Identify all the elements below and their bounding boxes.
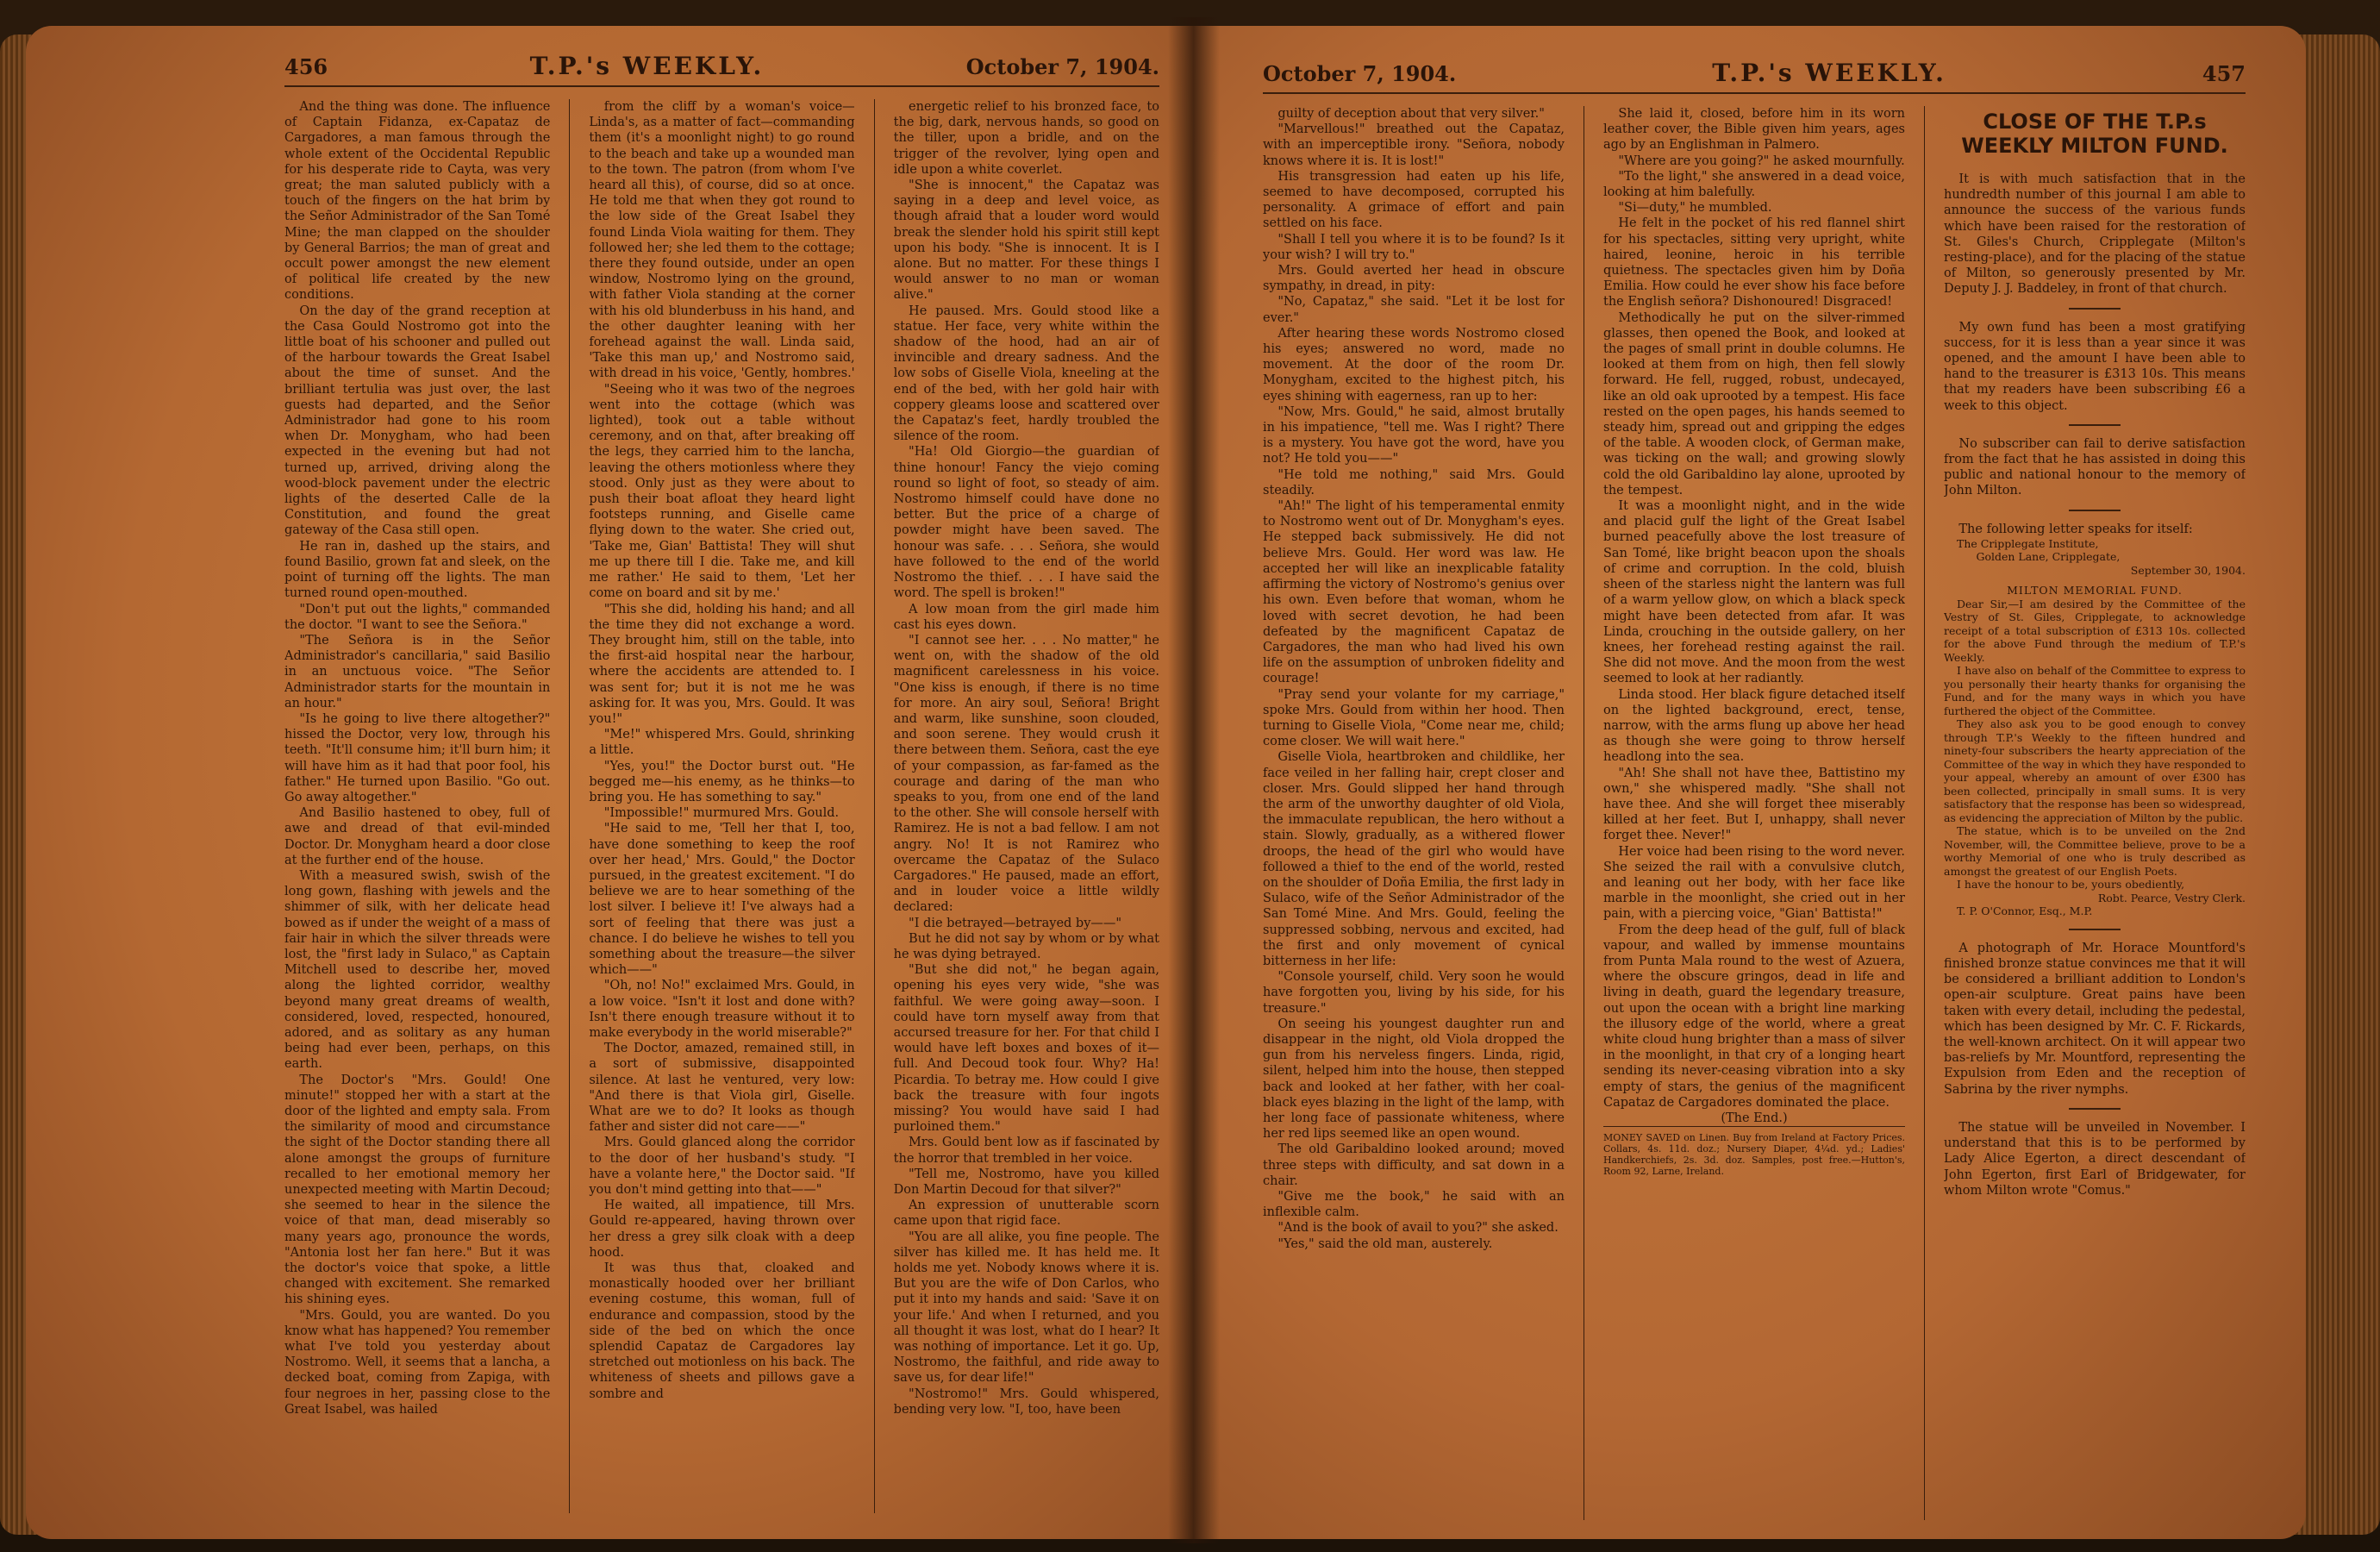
paragraph: His transgression had eaten up his life, seemed to have decomposed, corrupted his personality. A grimace of effort and pain settled on his face. — [1263, 169, 1565, 231]
fund-title: CLOSE OF THE T.P.s WEEKLY MILTON FUND. — [1961, 110, 2228, 158]
paragraph: With a measured swish, swish of the long gown, flashing with jewels and the shimmer of silk, with her delicate head bowed as if under the weight of a mass of fair hair in which the silver threads were lost, the "first lady in Sulaco," as Captain Mitchell used to describe her, moved along the lighted corridor, wealthy beyond many great dreams of wealth, considered, loved, respected, honoured, adored, and as solitary as any human being had ever been, perhaps, on this earth. — [284, 868, 551, 1072]
divider — [2069, 1108, 2121, 1110]
paragraph: After hearing these words Nostromo closed his eyes; answered no word, made no movement. At the door of the room Dr. Monygham, excited to the highest pitch, his eyes shining with eagerness, ran up to her: — [1263, 326, 1565, 404]
paragraph: On the day of the grand reception at the Casa Gould Nostromo got into the little boat of his schooner and pulled out of the harbour towards the Great Isabel about the time of sunset. And the brilliant tertulia was just over, the last guests had departed, and the Señor Administrador had gone to his room when Dr. Monygham, who had been expected in the evening but had not turned up, arrived, driving along the wood-block pavement under the electric lights of the deserted Calle de la Constitution, and found the great gateway of the Casa still open. — [284, 304, 551, 538]
left-page — [26, 26, 1194, 1539]
paragraph: A low moan from the girl made him cast his eyes down. — [893, 602, 1159, 632]
paragraph: "But she did not," he began again, opening his eyes very wide, "she was faithful. We were going away—soon. I could have torn myself away from that accursed treasure for her. For that child I would have left boxes and boxes of it—full. And Decoud took four. Why? Ha! Picardia. To betray me. How could I give back the treasure with four ingots missing? You would have said I had purloined them." — [893, 963, 1159, 1135]
paragraph: "This she did, holding his hand; and all the time they did not exchange a word. They brought him, still on the table, into the first-aid hospital near the harbour, where the accidents are attended to. I was sent for; but it is not me he was asking for. It was you, Mrs. Gould. It was you!" — [589, 602, 855, 726]
divider — [2069, 424, 2121, 426]
divider — [2069, 308, 2121, 310]
page-header — [284, 52, 1159, 87]
issue-date: October 7, 1904. — [965, 54, 1159, 79]
paragraph: He ran in, dashed up the stairs, and found Basilio, grown fat and sleek, on the point of turning off the lights. The man turned round open-mouthed. — [284, 539, 551, 601]
divider — [2069, 510, 2121, 511]
paragraph: He paused. Mrs. Gould stood like a statue. Her face, very white within the shadow of the hood, had an air of invincible and dreary sadness. And the low sobs of Giselle Viola, kneeling at the end of the bed, with her gold hair with coppery gleams loose and scattered over the Capataz's feet, hardly troubled the silence of the room. — [893, 304, 1159, 444]
letter-closing: I have the honour to be, yours obediently, — [1957, 878, 2185, 892]
story-conclusion — [1603, 106, 1905, 1111]
letter-address: Golden Lane, Cripplegate, — [1976, 550, 2121, 564]
letter-address: The Cripplegate Institute, — [1957, 536, 2099, 550]
column-rule — [569, 99, 570, 1513]
column-rule — [1924, 106, 1925, 1520]
letter-paragraph: I have also on behalf of the Committee to express to you personally their hearty thanks for organising the Fund, and for the many ways in which you have furthered the object of the Committee. — [1944, 664, 2246, 717]
divider — [2069, 929, 2121, 930]
paragraph: "Si—duty," he mumbled. — [1618, 201, 1772, 216]
paragraph: "She is innocent," the Capataz was saying in a deep and level voice, as though afraid that a louder word would break the slender hold his spirit still kept upon his body. "She is innocent. It is I alone. But no matter. For these things I would answer to no man or woman alive." — [893, 178, 1159, 303]
paragraph: "And is the book of avail to you?" she asked. — [1277, 1221, 1559, 1236]
paragraph: "Nostromo!" Mrs. Gould whispered, bending very low. "I, too, have been — [893, 1386, 1159, 1417]
paragraph: "To the light," she answered in a dead voice, looking at him balefully. — [1603, 169, 1905, 200]
paragraph: "Yes," said the old man, austerely. — [1277, 1236, 1493, 1251]
advertisement: MONEY SAVED on Linen. Buy from Ireland at Factory Prices. Collars, 4s. 11d. doz.; Nursery Diaper, 4¼d. yd.; Ladies' Handkerchiefs, 2s. 3d. doz. Samples, post free.—Hutton's, Room 92, Larne, Ireland. — [1603, 1126, 1905, 1177]
text-column-1 — [284, 99, 550, 1513]
paragraph: "Yes, you!" the Doctor burst out. "He begged me—his enemy, as he thinks—to bring you. He has something to say." — [589, 759, 855, 804]
paragraph: "Impossible!" murmured Mrs. Gould. — [603, 806, 840, 821]
paragraph: "Ha! Old Giorgio—the guardian of thine honour! Fancy the viejo coming round so light of foot, so steady of aim. Nostromo himself could have done no better. But the price of a charge of powder might have been saved. The honour was safe. . . . Señora, she would have followed to the end of the world Nostromo the thief. . . . I have said the word. The spell is broken!" — [893, 445, 1159, 601]
page-number: 456 — [284, 54, 328, 79]
paragraph: energetic relief to his bronzed face, to the big, dark, nervous hands, so good on the tiller, upon a bridle, and on the trigger of the revolver, lying open and idle upon a white coverlet. — [893, 100, 1159, 177]
paragraph: "Pray send your volante for my carriage," spoke Mrs. Gould from within her hood. Then turning to Giselle Viola, "Come near me, child; come closer. We will wait here." — [1263, 687, 1565, 749]
letter-paragraph: The statue, which is to be unveiled on the 2nd November, will, the Committee believe, prove to be a worthy Memorial of one who is truly described as amongst the greatest of our English Poets. — [1944, 824, 2246, 878]
fund-paragraph: The following letter speaks for itself: — [1958, 522, 2193, 536]
right-page — [1194, 26, 2306, 1539]
fund-paragraph: No subscriber can fail to derive satisfaction from the fact that he has assisted in doing this public and national honour to the memory of John Milton. — [1944, 436, 2246, 498]
paragraph: It was a moonlight night, and in the wide and placid gulf the light of the Great Isabel burned peacefully above the lost treasure of San Tomé, like bright beacon upon the shoals of crime and corruption. In the cold, bluish sheen of the starless night the lantern was full of a warm yellow glow, on which a black speck might have been detected from afar. It was Linda, crouching in the outside gallery, on her knees, her forehead resting against the rail. She did not move. And the moon from the west seemed to look at her radiantly. — [1603, 499, 1905, 686]
paragraph: "Don't put out the lights," commanded the doctor. "I want to see the Señora." — [284, 602, 551, 632]
paragraph: "Shall I tell you where it is to be found? Is it your wish? I will try to." — [1263, 232, 1565, 262]
paragraph: "Me!" whispered Mrs. Gould, shrinking a little. — [589, 728, 855, 758]
text-column-3 — [894, 99, 1159, 1513]
letter-signature: Robt. Pearce, Vestry Clerk. — [2097, 891, 2246, 904]
page-number: 457 — [2202, 61, 2246, 86]
book-edge-right — [2293, 34, 2380, 1535]
paragraph: Linda stood. Her black figure detached itself on the lighted background, erect, tense, narrow, with the arms flung up above her head as though she were going to throw herself headlong into the sea. — [1603, 687, 1905, 765]
paragraph: Methodically he put on the silver-rimmed glasses, then opened the Book, and looked at the pages of small print in double columns. He looked at them from on high, then fell slowly forward. He fell, rugged, robust, undecayed, like an old oak uprooted by a tempest. His face rested on the open pages, his hands seemed to steady him, spread out and gripping the edges of the table. A wooden clock, of German make, was ticking on the wall; and growing slowly cold the old Garibaldino lay alone, uprooted by the tempest. — [1603, 310, 1905, 498]
letter-addressee: T. P. O'Connor, Esq., M.P. — [1957, 904, 2093, 918]
column-rule — [874, 99, 875, 1513]
masthead: T.P.'s WEEKLY. — [529, 52, 765, 80]
issue-date: October 7, 1904. — [1263, 61, 1457, 86]
paragraph: He felt in the pocket of his red flannel shirt for his spectacles, sitting very upright, white haired, leonine, heroic in his terrible quietness. The spectacles given him by Doña Emilia. How could he ever show his face before the English señora? Dishonoured! Disgraced! — [1603, 216, 1905, 310]
letter-heading: MILTON MEMORIAL FUND. — [2007, 584, 2183, 598]
text-column-1 — [1263, 106, 1565, 1520]
paragraph: "Ah! She shall not have thee, Battistino my own," she whispered madly. "She shall not have thee. And she will forget thee miserably killed at her feet. But I, unhappy, shall never forget thee. Never!" — [1603, 766, 1905, 843]
letter-paragraph: They also ask you to be good enough to convey through T.P.'s Weekly to the fifteen hundred and ninety-four subscribers the hearty appreciation of the Committee of the way in which they have responded to your appeal, whereby an amount of over £300 has been collected, principally in small sums. It is very satisfactory that the response has been so widespread, as evidencing the appreciation of Milton by the public. — [1944, 717, 2246, 824]
paragraph: From the deep head of the gulf, full of black vapour, and walled by immense mountains from Punta Mala round to the west of Azuera, where the obscure gringos, dead in life and living in death, guard the legendary treasure, out upon the ocean with a bright line marking the illusory edge of the world, where a great white cloud hung brighter than a mass of silver in the moonlight, in that cry of a longing heart sending its never-ceasing vibration into a sky empty of stars, the genius of the magnificent Capataz de Cargadores dominated the place. — [1603, 923, 1905, 1110]
paragraph: guilty of deception about that very silver." — [1277, 107, 1545, 121]
paragraph: "I cannot see her. . . . No matter," he went on, with the shadow of the old magnificent carelessness in his voice. "One kiss is enough, if there is no time for more. An airy soul, Señora! Bright and warm, like sunshine, soon clouded, and soon serene. They would crush it there between them. Señora, cast the eye of your compassion, as far-famed as the courage and daring of the man who speaks to you, from one end of the land to the other. She will console herself with Ramirez. He is not a bad fellow. I am not angry. No! It is not Ramirez who overcame the Capataz of the Sulaco Cargadores." He paused, made an effort, and in louder voice a little wildly declared: — [893, 633, 1159, 915]
paragraph: "Give me the book," he said with an inflexible calm. — [1263, 1190, 1565, 1220]
paragraph: "Marvellous!" breathed out the Capataz, with an imperceptible irony. "Señora, nobody knows where it is. It is lost!" — [1263, 122, 1565, 168]
paragraph: And the thing was done. The influence of Captain Fidanza, ex-Capataz de Cargadores, a man famous through the whole extent of the Occidental Republic for his desperate ride to Cayta, was very great; the man saluted publicly with a touch of the fingers on the hat brim by the Señor Administrador of the San Tomé Mine; the man clapped on the shoulder by General Barrios; the man of great and occult power amongst the new element of political life created by the new conditions. — [284, 100, 551, 303]
fund-paragraph: My own fund has been a most gratifying success, for it is less than a year since it was opened, and the amount I have been able to hand to the treasurer is £313 10s. This means that my readers have been subscribing £6 a week to this object. — [1944, 320, 2246, 413]
page-header — [1263, 59, 2246, 94]
paragraph: But he did not say by whom or by what he was dying betrayed. — [893, 931, 1159, 961]
fund-paragraph: It is with much satisfaction that in the hundredth number of this journal I am able to announce the success of the various funds which have been raised for the restoration of St. Giles's Church, Cripplegate (Milton's resting-place), and for the placing of the statue of Milton, so generously presented by Mr. Deputy J. J. Baddeley, in front of that church. — [1944, 172, 2246, 297]
paragraph: And Basilio hastened to obey, full of awe and dread of that evil-minded Doctor. Dr. Monygham heard a door close at the further end of the house. — [284, 806, 551, 867]
end-mark: (The End.) — [1721, 1111, 1788, 1125]
paragraph: "He said to me, 'Tell her that I, too, have done something to keep the roof over her head,' Mrs. Gould," the Doctor pursued, in the greatest excitement. "I do believe we are to hear something of the lost silver. I believe it! I've always had a sort of feeling that there was just a chance. I do believe he wishes to tell you something about the treasure—the silver which——" — [589, 822, 855, 978]
paragraph: "You are all alike, you fine people. The silver has killed me. It has held me. It holds me yet. Nobody knows where it is. But you are the wife of Don Carlos, who put it into my hands and said: 'Save it on your life.' And when I returned, and you all thought it was lost, what do I hear? It was nothing of importance. Let it go. Up, Nostromo, the faithful, and ride away to save us, for dear life!" — [893, 1230, 1159, 1386]
paragraph: "Now, Mrs. Gould," he said, almost brutally in his impatience, "tell me. Was I right? There is a mystery. You have got the word, have you not? He told you——" — [1263, 404, 1565, 466]
paragraph: "Seeing who it was two of the negroes went into the cottage (which was lighted), took out a table without ceremony, and on that, after breaking off the legs, they carried him to the lancha, leaving the others motionless where they stood. Only just as they were about to push their boat afloat they heard light footsteps running, and Giselle came flying down to the water. She cried out, 'Take me, Gian' Battista! They will shut me up there till I die. Take me, and kill me rather.' He said to them, 'Let her come on board and sit by me.' — [589, 382, 855, 601]
paragraph: "Oh, no! No!" exclaimed Mrs. Gould, in a low voice. "Isn't it lost and done with? Isn't there enough treasure without it to make everybody in the world miserable?" — [589, 979, 855, 1040]
text-column-2 — [1603, 106, 1905, 1520]
fund-paragraph: The statue will be unveiled in November. I understand that this is to be performed by Lady Alice Egerton, a direct descendant of John Egerton, first Earl of Bridgewater, for whom Milton wrote "Comus." — [1944, 1120, 2246, 1198]
paragraph: "Is he going to live there altogether?" hissed the Doctor, very low, through his teeth. "It'll consume him; it'll burn him; it will have him as it had that poor fool, his father." He turned upon Basilio. "Go out. Go away altogether." — [284, 711, 551, 804]
paragraph: She laid it, closed, before him in its worn leather cover, the Bible given him years, ages ago by an Englishman in Palmero. — [1603, 107, 1905, 153]
fund-paragraph: A photograph of Mr. Horace Mountford's finished bronze statue convinces me that it will be considered a brilliant addition to London's open-air sculpture. Great pains have been taken with every detail, including the pedestal, which has been designed by Mr. C. F. Rickards, the well-known architect. On it will appear two bas-reliefs by Mr. Mountford, representing the Expulsion from Eden and the reception of Sabrina by the river nymphs. — [1944, 941, 2246, 1097]
paragraph: "Mrs. Gould, you are wanted. Do you know what has happened? You remember what I've told you yesterday about Nostromo. Well, it seems that a lancha, a decked boat, coming from Zapiga, with four negroes in her, passing close to the Great Isabel, was hailed — [284, 1308, 551, 1417]
paragraph: Mrs. Gould bent low as if fascinated by the horror that trembled in her voice. — [893, 1136, 1159, 1166]
paragraph: The old Garibaldino looked around; moved three steps with difficulty, and sat down in a chair. — [1263, 1142, 1565, 1188]
letter-date: September 30, 1904. — [2130, 563, 2246, 577]
paragraph: "I die betrayed—betrayed by——" — [909, 916, 1122, 930]
masthead: T.P.'s WEEKLY. — [1712, 59, 1946, 87]
text-column-2 — [589, 99, 854, 1513]
paragraph: "The Señora is in the Señor Administrador's cancillaria," said Basilio in an unctuous voice. "The Señor Administrador starts for the mountain in an hour." — [284, 633, 551, 710]
paragraph: An expression of unutterable scorn came upon that rigid face. — [893, 1198, 1159, 1229]
paragraph: Mrs. Gould glanced along the corridor to the door of her husband's study. "I have a volante here," the Doctor said. "If you don't mind getting into that——" — [589, 1136, 855, 1198]
milton-fund-column — [1944, 106, 2246, 1520]
paragraph: "Tell me, Nostromo, have you killed Don Martin Decoud for that silver?" — [893, 1167, 1159, 1198]
paragraph: "No, Capataz," she said. "Let it be lost for ever." — [1263, 295, 1565, 325]
paragraph: On seeing his youngest daughter run and disappear in the night, old Viola dropped the gun from his nerveless fingers. Linda, rigid, silent, helped him into the house, then stepped back and looked at her father, with her coal-black eyes blazing in the light of the lamp, with her long face of passionate whiteness, where her red lips seemed like an open wound. — [1263, 1017, 1565, 1142]
paragraph: The Doctor, amazed, remained still, in a sort of submissive, disappointed silence. At last he ventured, very low: "And there is that Viola girl, Giselle. What are we to do? It looks as though father and sister did not care——" — [589, 1042, 855, 1135]
paragraph: It was thus that, cloaked and monastically hooded over her brilliant evening costume, this woman, full of endurance and compassion, stood by the side of the bed on which the once splendid Capataz de Cargadores lay stretched out motionless on his back. The whiteness of sheets and pillows gave a sombre and — [589, 1261, 855, 1401]
paragraph: Mrs. Gould averted her head in obscure sympathy, in dread, in pity: — [1263, 264, 1565, 294]
paragraph: Giselle Viola, heartbroken and childlike, her face veiled in her falling hair, crept closer and closer. Mrs. Gould slipped her hand through the arm of the unworthy daughter of old Viola, the immaculate republican, the hero without a stain. Slowly, gradually, as a withered flower droops, the head of the girl who would have followed a thief to the end of the world, rested on the shoulder of Doña Emilia, the first lady in Sulaco, wife of the Señor Administrador of the San Tomé Mine. And Mrs. Gould, feeling the suppressed sobbing, nervous and excited, had the first and only movement of cynical bitterness in her life: — [1263, 750, 1565, 968]
paragraph: "Console yourself, child. Very soon he would have forgotten you, living by his side, for his treasure." — [1263, 970, 1565, 1016]
paragraph: from the cliff by a woman's voice—Linda's, as a matter of fact—commanding them (it's a moonlight night) to go round to the beach and take up a wounded man to the town. The patron (from whom I've heard all this), of course, did so at once. He told me that when they got round to the low side of the Great Isabel they found Linda Viola waiting for them. They followed her; she led them to the cottage; there they found outside, under an open window, Nostromo lying on the ground, with father Viola standing at the corner with his old blunderbuss in his hand, and the other daughter leaning with her forehead against the wall. Linda said, 'Take this man up,' and Nostromo said, with dread in his voice, 'Gently, hombres.' — [589, 100, 855, 381]
paragraph: The Doctor's "Mrs. Gould! One minute!" stopped her with a start at the door of the lighted and empty sala. From the similarity of mood and circumstance the sight of the Doctor standing there all alone amongst the groups of furniture recalled to her emotional memory her unexpected meeting with Martin Decoud; she seemed to hear in the silence the voice of that man, dead miserably so many years ago, pronounce the words, "Antonia lost her fan here." But it was the doctor's voice that spoke, a little changed with excitement. She remarked his shining eyes. — [284, 1073, 551, 1307]
paragraph: "Ah!" The light of his temperamental enmity to Nostromo went out of Dr. Monygham's eyes. He stepped back submissively. He did not believe Mrs. Gould. Her word was law. He accepted her will like an inexplicable fatality affirming the victory of Nostromo's genius over his own. Even before that woman, whom he loved with secret devotion, he had been defeated by the magnificent Capataz de Cargadores, the man who had lived his own life on the assumption of unbroken fidelity and courage! — [1263, 499, 1565, 686]
paragraph: He waited, all impatience, till Mrs. Gould re-appeared, having thrown over her dress a grey silk cloak with a deep hood. — [589, 1198, 855, 1260]
paragraph: "Where are you going?" he asked mournfully. — [1618, 153, 1905, 168]
paragraph: Her voice had been rising to the word never. She seized the rail with a convulsive clutch, and leaning out her body, with her face like marble in the moonlight, she cried out in her pain, with a piercing voice, "Gian' Battista!" — [1603, 844, 1905, 922]
paragraph: "He told me nothing," said Mrs. Gould steadily. — [1263, 467, 1565, 498]
letter-paragraph: Dear Sir,—I am desired by the Committee of the Vestry of St. Giles, Cripplegate, to acknowledge receipt of a total subscription of £313 10s. collected for the above Fund through the medium of T.P.'s Weekly. — [1944, 597, 2246, 664]
book-gutter — [1168, 17, 1220, 1543]
